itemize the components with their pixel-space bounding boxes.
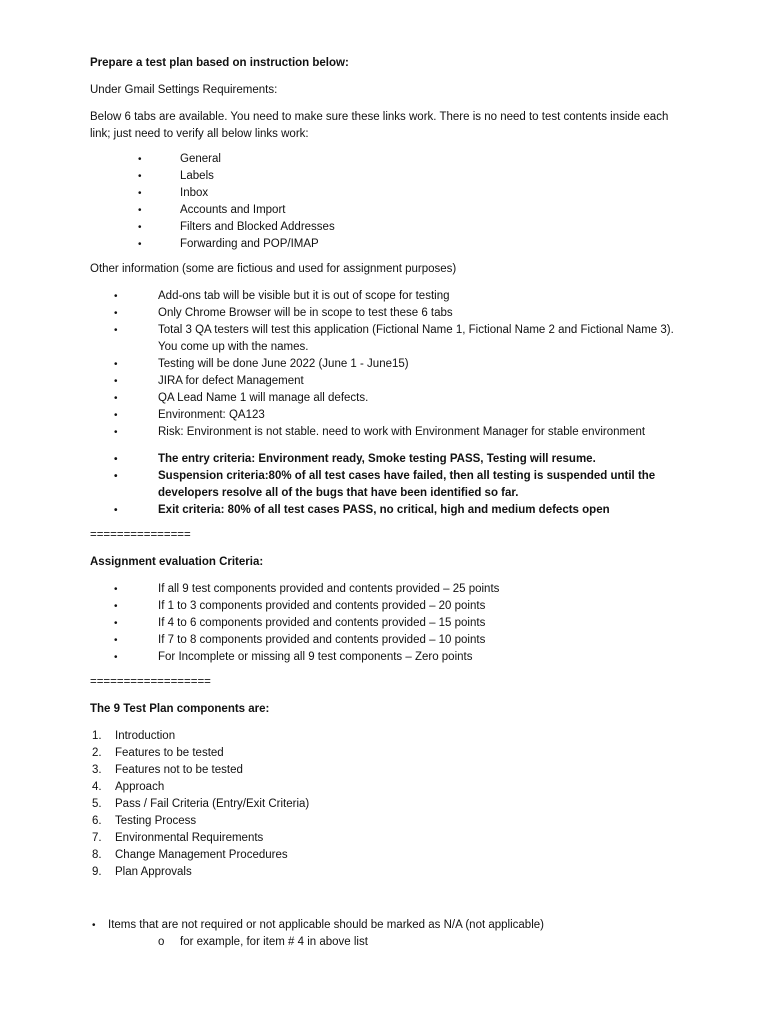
list-item: • General	[138, 153, 221, 165]
list-item: • Forwarding and POP/IMAP	[138, 238, 319, 250]
list-item: • If 7 to 8 components provided and contents provided – 10 points	[114, 634, 486, 646]
list-item: • If all 9 test components provided and contents provided – 25 points	[114, 583, 500, 595]
list-item: • Labels	[138, 170, 214, 182]
components-list	[90, 728, 690, 881]
list-item: 3. Features not to be tested	[92, 764, 243, 776]
list-item: 9. Plan Approvals	[92, 866, 192, 878]
list-item: • JIRA for defect Management	[114, 375, 304, 387]
list-item: 1. Introduction	[92, 730, 176, 742]
list-item: • Environment: QA123	[114, 409, 265, 421]
list-item: • Suspension criteria:80% of all test cases have failed, then all testing is suspended until the developers resolve all of the bugs that have been identified so far.	[114, 470, 656, 499]
separator: ==================	[90, 676, 211, 688]
list-item: • Only Chrome Browser will be in scope to test these 6 tabs	[114, 307, 453, 319]
list-item: • Testing will be done June 2022 (June 1 - June15)	[114, 358, 409, 370]
list-item: 5. Pass / Fail Criteria (Entry/Exit Criteria)	[92, 798, 310, 810]
note-list	[90, 917, 690, 934]
components-title: The 9 Test Plan components are:	[90, 703, 270, 715]
list-item: 4. Approach	[92, 781, 165, 793]
list-item: • For Incomplete or missing all 9 test components – Zero points	[114, 651, 473, 663]
evaluation-list	[90, 581, 690, 666]
tabs-list	[90, 151, 690, 253]
list-item: • QA Lead Name 1 will manage all defects.	[114, 392, 369, 404]
other-info-title: Other information (some are fictious and used for assignment purposes)	[90, 263, 457, 275]
separator: ===============	[90, 529, 191, 541]
evaluation-title: Assignment evaluation Criteria:	[90, 556, 264, 568]
list-item: • Accounts and Import	[138, 204, 286, 216]
list-item: 2. Features to be tested	[92, 747, 224, 759]
document-heading: Prepare a test plan based on instruction below:	[90, 57, 349, 69]
list-item: • Items that are not required or not applicable should be marked as N/A (not applicable)	[92, 919, 544, 931]
list-item: • If 1 to 3 components provided and contents provided – 20 points	[114, 600, 486, 612]
list-item: • Risk: Environment is not stable. need to work with Environment Manager for stable environment	[114, 426, 646, 438]
list-item: 8. Change Management Procedures	[92, 849, 288, 861]
document-page	[90, 55, 690, 951]
list-item: • If 4 to 6 components provided and contents provided – 15 points	[114, 617, 486, 629]
list-item: • Exit criteria: 80% of all test cases PASS, no critical, high and medium defects open	[114, 504, 610, 516]
list-item: • Filters and Blocked Addresses	[138, 221, 335, 233]
list-item: • Total 3 QA testers will test this application (Fictional Name 1, Fictional Name 2 and Fictional Name 3). You come up with the names.	[114, 324, 674, 353]
intro-paragraph: Below 6 tabs are available. You need to make sure these links work. There is no need to test contents inside each link; just need to verify all below links work:	[90, 111, 669, 140]
sub-note: o for example, for item # 4 in above list	[158, 936, 368, 948]
other-info-list	[90, 288, 690, 441]
list-item: • Inbox	[138, 187, 209, 199]
list-item: • Add-ons tab will be visible but it is out of scope for testing	[114, 290, 450, 302]
list-item: • The entry criteria: Environment ready, Smoke testing PASS, Testing will resume.	[114, 453, 596, 465]
list-item: 6. Testing Process	[92, 815, 197, 827]
list-item: 7. Environmental Requirements	[92, 832, 264, 844]
criteria-list	[90, 451, 690, 519]
requirements-title: Under Gmail Settings Requirements:	[90, 84, 278, 96]
